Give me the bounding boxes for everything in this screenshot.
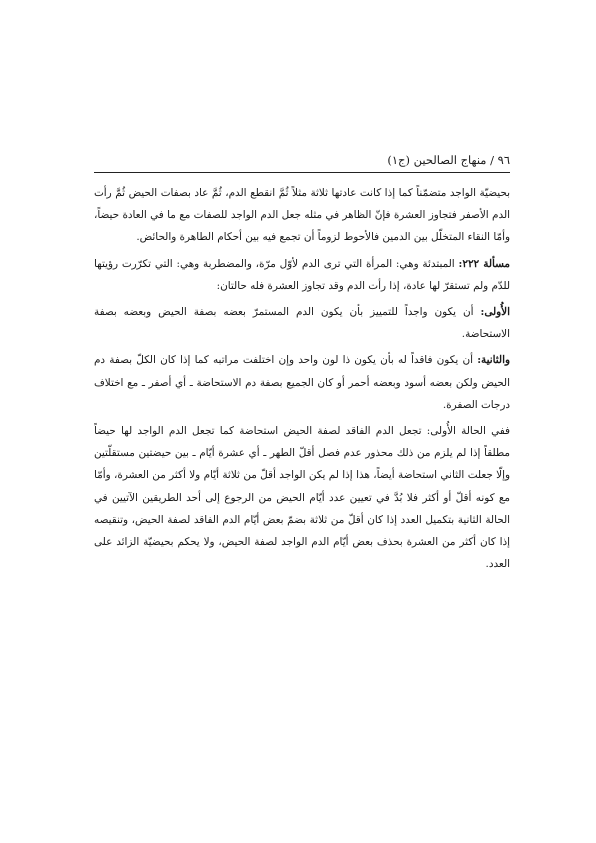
paragraph [94, 349, 510, 416]
paragraph [94, 420, 510, 575]
paragraph [94, 253, 510, 297]
body-text [94, 182, 510, 579]
paragraph-lead: مسألة ٢٢٢: [458, 257, 510, 270]
paragraph-text: ففي الحالة الأُولى: تجعل الدم الفاقد لصفة الحيض استحاضة كما تجعل الدم الواجد لها حيضاً مطلقاً إذا لم يلزم من ذلك محذور عدم فصل أقلّ الطهر ـ أي عشرة أيّام ـ بين حيضتين مستقلّتين وإلّا جعلت الثاني استحاضة أيضاً، هذا إذا لم يكن الواجد أقلّ من ثلاثة أيّام ولا أكثر من العشرة، وأمّا مع كونه أقلّ أو أكثر فلا بُدَّ في تعيين عدد أيّام الحيض من الرجوع إلى أحد الطريقين الآتيين في الحالة الثانية بتكميل العدد إذا كان أقلّ من ثلاثة بضمّ بعض أيّام الدم الفاقد لصفة الحيض، وتنقيصه إذا كان أكثر من العشرة بحذف بعض أيّام الدم الواجد لصفة الحيض، ولا يحكم بحيضيّة الزائد على العدد. [94, 425, 510, 571]
paragraph [94, 182, 510, 249]
paragraph-text: بحيضيّة الواجد متضمّناً كما إذا كانت عادتها ثلاثة مثلاً ثُمَّ انقطع الدم، ثُمَّ عاد بصفات الحيض ثُمَّ رأت الدم الأصفر فتجاوز العشرة فإنّ الظاهر في مثله جعل الدم الواجد للصفات مع ما في العادة حيضاً، وأمّا النقاء المتخلّل بين الدمين فالأحوط لزوماً أن تجمع فيه بين أحكام الطاهرة والحائض. [94, 187, 510, 244]
paragraph-lead: والثانية: [477, 354, 510, 367]
running-header: ٩٦ / منهاج الصالحين (ج١) [387, 153, 510, 167]
paragraph-text: أن يكون واجداً للتمييز بأن يكون الدم المستمرّ بعضه بصفة الحيض وبعضه بصفة الاستحاضة. [94, 306, 510, 341]
header-rule [94, 172, 510, 173]
paragraph-text: المبتدئة وهي: المرأة التي ترى الدم لأوّل مرّة، والمضطربة وهي: التي تكرّرت رؤيتها للدّم ولم تستقرّ لها عادة، إذا رأت الدم وقد تجاوز العشرة فله حالتان: [94, 257, 510, 292]
paragraph-lead: الأُولى: [480, 306, 510, 319]
paragraph [94, 301, 510, 345]
paragraph-text: أن يكون فاقداً له بأن يكون ذا لون واحد وإن اختلفت مراتبه كما إذا كان الكلّ بصفة دم الحيض ولكن بعضه أسود وبعضه أحمر أو كان الجميع بصفة دم الاستحاضة ـ أي أصفر ـ مع اختلاف درجات الصفرة. [94, 354, 510, 411]
